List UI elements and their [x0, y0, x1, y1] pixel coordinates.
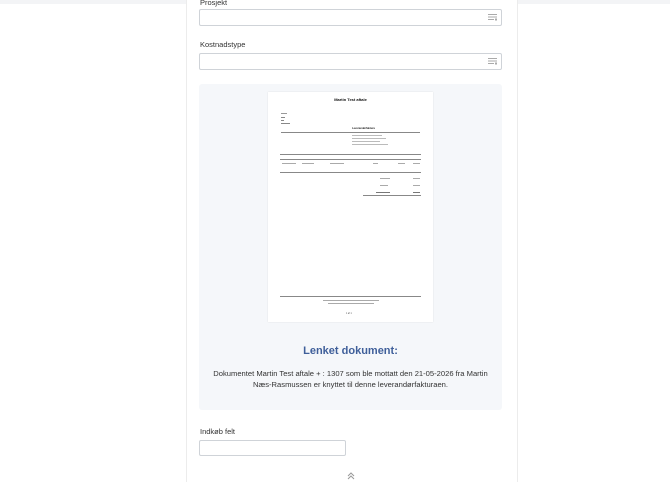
prosjekt-label: Prosjekt [200, 0, 228, 7]
prosjekt-field[interactable] [199, 9, 502, 26]
total-value [413, 185, 420, 186]
text-line [352, 144, 388, 145]
table-cell [302, 163, 314, 164]
indkob-label: Indkøb felt [200, 427, 236, 436]
page-number: 1 af 1 [346, 313, 352, 315]
table-cell [282, 163, 296, 164]
table-cell [398, 163, 405, 164]
kostnadstype-label: Kostnadstype [200, 40, 246, 49]
table-cell [373, 163, 378, 164]
invoice-heading: Leverandørfaktura [352, 127, 375, 130]
kostnadstype-field[interactable] [199, 53, 502, 70]
document-title: Martin Test aftale [334, 97, 367, 102]
text-line [352, 138, 386, 139]
indkob-field[interactable] [199, 440, 346, 456]
address-text [281, 123, 290, 124]
table-footer-line [280, 172, 421, 173]
address-text [281, 120, 284, 121]
table-header-line [280, 159, 421, 160]
footer-line [280, 296, 421, 297]
footer-text [328, 303, 374, 304]
text-line [352, 141, 380, 142]
chevron-double-up-icon[interactable] [345, 471, 357, 481]
total-label [380, 178, 390, 179]
address-text [281, 117, 285, 118]
table-header-line [280, 154, 421, 155]
divider [363, 195, 421, 196]
table-cell [330, 163, 344, 164]
linked-document-title: Lenket dokument: [303, 345, 398, 357]
total-value [413, 178, 420, 179]
table-cell [413, 163, 420, 164]
document-thumbnail[interactable] [268, 92, 433, 322]
linked-document-description: Dokumentet Martin Test aftale + : 1307 som ble mottatt den 21-05-2026 fra Martin Næs-Rasmussen er knyttet til denne leverandørfakturaen. [213, 369, 488, 389]
divider [350, 132, 420, 133]
total-label [376, 192, 390, 193]
footer-text [323, 300, 379, 301]
total-value [413, 192, 420, 193]
address-text [281, 113, 287, 114]
list-icon[interactable] [488, 13, 497, 22]
divider [281, 132, 353, 133]
list-icon[interactable] [488, 57, 497, 66]
total-label [380, 185, 388, 186]
text-line [352, 135, 382, 136]
